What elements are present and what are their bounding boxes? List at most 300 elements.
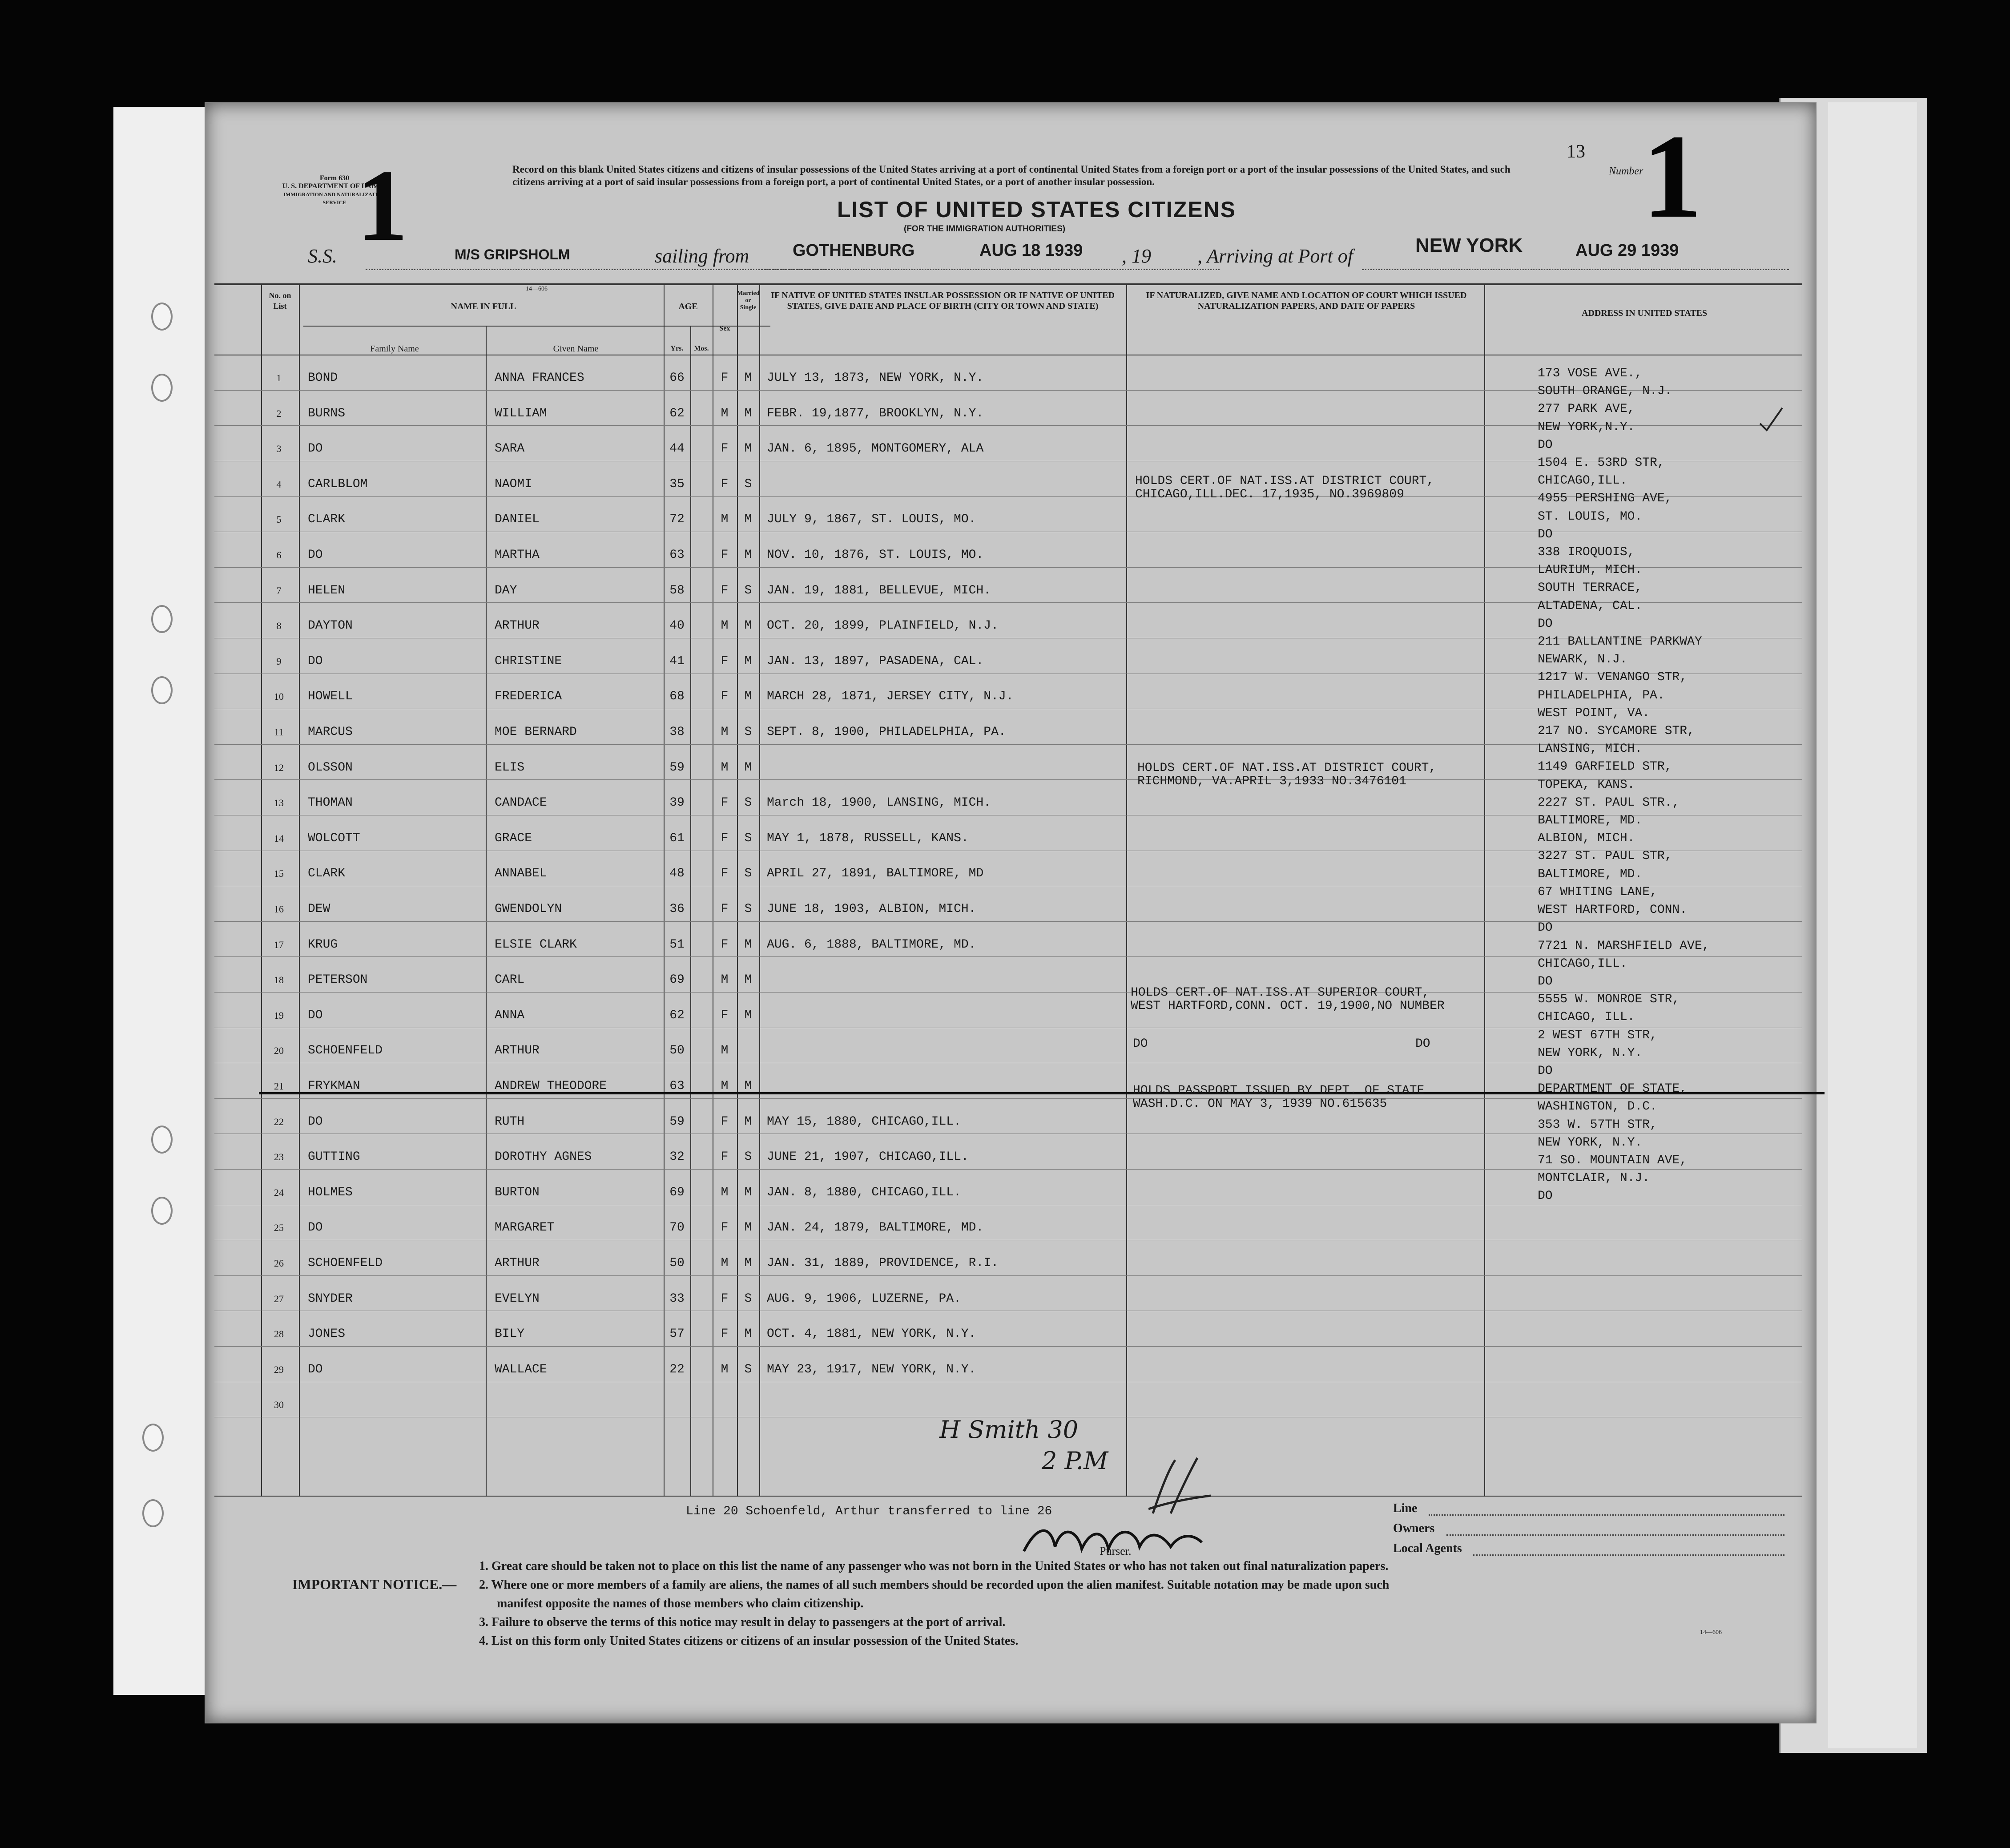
row-sex: F [721,371,729,385]
date-sailed: AUG 18 1939 [979,241,1083,260]
header-mos: Mos. [694,345,709,352]
address-line: 5555 W. MONROE STR, [1538,993,1680,1007]
row-yrs: 63 [669,1079,685,1093]
naturalization-line: HOLDS CERT.OF NAT.ISS.AT DISTRICT COURT, [1135,474,1434,488]
row-sex: F [721,831,729,845]
address-line: ALTADENA, CAL. [1538,599,1643,613]
row-ms: S [744,1362,752,1376]
naturalization-entry [1137,762,1436,788]
port-from: GOTHENBURG [793,241,915,260]
row-yrs: 50 [669,1044,685,1058]
footer-print-code: 14—606 [1700,1629,1722,1636]
row-birth: MAY 23, 1917, NEW YORK, N.Y. [767,1362,976,1376]
row-no: 7 [276,585,282,596]
naturalization-entry [1135,475,1434,501]
handwritten-initials: H Smith 30 [939,1416,1079,1444]
address-line: CHICAGO,ILL. [1538,474,1627,488]
row-family: SNYDER [308,1291,353,1306]
binder-hole [151,374,173,402]
row-yrs: 62 [669,406,685,420]
row-yrs: 38 [669,725,685,739]
row-ms: M [744,619,752,633]
row-ms: M [744,442,752,456]
date-arrived: AUG 29 1939 [1575,241,1679,260]
row-ms: M [744,1327,752,1341]
page-title: LIST OF UNITED STATES CITIZENS [837,197,1237,222]
address-line: SOUTH TERRACE, [1538,581,1643,595]
row-ms: M [744,371,752,385]
row-yrs: 22 [669,1362,685,1376]
row-given: DOROTHY AGNES [495,1150,592,1164]
row-birth: NOV. 10, 1876, ST. LOUIS, MO. [767,548,984,562]
row-given: MOE BERNARD [495,725,577,739]
row-family: DEW [308,902,330,916]
row-yrs: 41 [669,654,685,668]
row-ms: M [744,690,752,704]
row-family: DO [308,548,323,562]
row-family: PETERSON [308,973,368,987]
row-given: GRACE [495,831,532,845]
address-line: NEW YORK, N.Y. [1538,1135,1643,1150]
port-to-rule [1362,269,1789,270]
row-ms: S [744,831,752,845]
address-line: 71 SO. MOUNTAIN AVE, [1538,1153,1688,1167]
row-family: HELEN [308,583,346,597]
print-code: 14—606 [526,286,548,292]
row-sex: F [721,1291,729,1306]
address-line: 2 WEST 67TH STR, [1538,1028,1657,1042]
back-sheet-inner [1828,102,1917,1748]
row-yrs: 58 [669,583,685,597]
row-family: CARLBLOM [308,477,368,491]
row-given: ANNA [495,1008,525,1022]
address-line: LAURIUM, MICH. [1538,563,1643,577]
address-line: DO [1538,1189,1553,1203]
row-ms: S [744,867,752,881]
row-sex: M [721,973,729,987]
row-given: CANDACE [495,796,547,810]
row-yrs: 62 [669,1008,685,1022]
row-rule [214,1275,1802,1276]
row-given: ARTHUR [495,1044,540,1058]
number-label: Number [1609,165,1643,177]
address-line: NEW YORK,N.Y. [1538,420,1635,434]
header-naturalized: IF NATURALIZED, GIVE NAME AND LOCATION OF COURT WHICH ISSUED NATURALIZATION PAPERS, AND DATE OF PAPERS [1146,291,1467,311]
record-instructions: Record on this blank United States citizens and citizens of insular possessions of the United States arriving at a port of continental United States from a foreign port or a port of the insular possessions of the United States, and such citizens arriving at a port of said insular possessions from a foreign port, a port of continental United States, or a port of another insular possession. [512,164,1511,187]
row-no: 8 [276,620,282,632]
col-rule [299,283,300,1496]
row-given: FREDERICA [495,690,562,704]
row-no: 14 [274,832,284,844]
row-birth: March 18, 1900, LANSING, MICH. [767,796,991,810]
row-yrs: 36 [669,902,685,916]
address-line: PHILADELPHIA, PA. [1538,688,1665,702]
row-no: 9 [276,655,282,667]
row-ms: S [744,477,752,491]
naturalization-do: DO [1415,1037,1430,1051]
naturalization-do: DO [1133,1037,1148,1051]
row-sex: F [721,937,729,952]
row-family: SCHOENFELD [308,1044,383,1058]
address-line: NEWARK, N.J. [1538,653,1627,667]
row-sex: M [721,619,729,633]
line-label: Line [1393,1501,1418,1515]
address-line: WEST POINT, VA. [1538,706,1650,720]
row-ms: M [744,512,752,527]
row-sex: F [721,902,729,916]
row-family: DO [308,442,323,456]
row-yrs: 59 [669,1114,685,1129]
col-rule [261,283,262,1496]
row-yrs: 32 [669,1150,685,1164]
row-no: 24 [274,1186,284,1198]
row-family: JONES [308,1327,346,1341]
row-family: BURNS [308,406,346,420]
arriving-label: , Arriving at Port of [1197,245,1353,267]
row-yrs: 48 [669,867,685,881]
row-ms: M [744,1079,752,1093]
check-mark-icon [1758,406,1784,432]
department-name: U. S. DEPARTMENT OF LABOR [282,182,387,190]
row-sex: M [721,512,729,527]
row-birth: JULY 9, 1867, ST. LOUIS, MO. [767,512,976,527]
row-family: MARCUS [308,725,353,739]
row-yrs: 61 [669,831,685,845]
naturalization-line: HOLDS PASSPORT ISSUED BY DEPT. OF STATE [1133,1084,1425,1098]
row-yrs: 57 [669,1327,685,1341]
row-given: DAY [495,583,517,597]
address-line: DO [1538,1064,1553,1078]
address-line: 67 WHITING LANE, [1538,885,1657,899]
notice-title: IMPORTANT NOTICE.— [292,1576,457,1592]
row-given: WALLACE [495,1362,547,1376]
row-no: 23 [274,1151,284,1163]
row-yrs: 66 [669,371,685,385]
sailing-from-label: sailing from [655,245,749,267]
row-given: CHRISTINE [495,654,562,668]
address-line: NEW YORK, N.Y. [1538,1046,1643,1060]
year-label: , 19 [1122,245,1151,267]
binder-hole [142,1424,164,1452]
row-no: 20 [274,1045,284,1057]
address-line: 217 NO. SYCAMORE STR, [1538,724,1695,738]
address-line: 2227 ST. PAUL STR., [1538,795,1680,810]
row-sex: M [721,1044,729,1058]
header-given-name: Given Name [553,344,599,354]
row-ms: S [744,725,752,739]
address-line: 1217 W. VENANGO STR, [1538,670,1688,685]
row-no: 30 [274,1399,284,1411]
address-line: LANSING, MICH. [1538,742,1643,756]
row-no: 28 [274,1328,284,1340]
row-ms: M [744,406,752,420]
page-subtitle: (FOR THE IMMIGRATION AUTHORITIES) [904,224,1066,234]
row-yrs: 40 [669,619,685,633]
naturalization-line: WASH.D.C. ON MAY 3, 1939 NO.615635 [1133,1097,1387,1111]
form-number: Form 630 [319,174,350,182]
row-given: BILY [495,1327,525,1341]
row-given: ELIS [495,760,525,775]
local-agents-rule [1473,1554,1784,1556]
row-ms: M [744,973,752,987]
row-no: 13 [274,797,284,809]
header-age: AGE [678,302,698,311]
row-family: BOND [308,371,338,385]
row-no: 25 [274,1222,284,1234]
row-birth: MAY 15, 1880, CHICAGO,ILL. [767,1114,961,1129]
notice-item: 3. Failure to observe the terms of this notice may result in delay to passengers at the port of arrival. [479,1615,1006,1629]
row-sex: M [721,1079,729,1093]
row-no: 4 [276,478,282,490]
row-no: 26 [274,1258,284,1269]
row-family: KRUG [308,937,338,952]
transfer-note: Line 20 Schoenfeld, Arthur transferred to line 26 [686,1505,1052,1518]
row-ms: M [744,1185,752,1199]
row-given: RUTH [495,1114,525,1129]
row-birth: AUG. 9, 1906, LUZERNE, PA. [767,1291,961,1306]
handwritten-mark [1148,1456,1237,1518]
row-sex: F [721,548,729,562]
address-line: 338 IROQUOIS, [1538,545,1635,560]
col-rule [690,326,691,1496]
address-line: 1504 E. 53RD STR, [1538,456,1665,470]
address-line: ST. LOUIS, MO. [1538,509,1643,524]
port-from-rule [761,269,1220,270]
row-sex: M [721,760,729,775]
owners-label: Owners [1393,1521,1435,1535]
row-ms: S [744,796,752,810]
row-family: DO [308,654,323,668]
address-line: BALTIMORE, MD. [1538,814,1643,828]
row-given: ELSIE CLARK [495,937,577,952]
row-no: 2 [276,408,282,419]
row-sex: F [721,867,729,881]
row-sex: F [721,654,729,668]
table-top-rule [214,283,1802,285]
row-sex: F [721,477,729,491]
address-line: 211 BALLANTINE PARKWAY [1538,635,1702,649]
notice-item: 2. Where one or more members of a family are aliens, the names of all such members should be recorded upon the alien manifest. Suitable notation may be made upon such [479,1578,1390,1592]
row-given: ARTHUR [495,619,540,633]
header-name-in-full: NAME IN FULL [451,302,516,311]
row-family: CLARK [308,512,346,527]
row-family: SCHOENFELD [308,1256,383,1270]
row-birth: JUNE 21, 1907, CHICAGO,ILL. [767,1150,969,1164]
row-family: HOWELL [308,690,353,704]
row-given: ANNA FRANCES [495,371,584,385]
row-ms: M [744,1008,752,1022]
row-family: DO [308,1221,323,1235]
row-given: SARA [495,442,525,456]
row-sex: F [721,583,729,597]
page-number: 13 [1567,141,1585,162]
row-given: BURTON [495,1185,540,1199]
binder-hole [151,605,173,633]
naturalization-line: HOLDS CERT.OF NAT.ISS.AT DISTRICT COURT, [1137,761,1437,775]
row-family: OLSSON [308,760,353,775]
row-sex: M [721,1185,729,1199]
handwritten-time: 2 P.M [1042,1447,1108,1475]
col-rule [759,283,760,1496]
row-yrs: 70 [669,1221,685,1235]
row-yrs: 44 [669,442,685,456]
naturalization-entry [1131,986,1445,1013]
address-line: 7721 N. MARSHFIELD AVE, [1538,939,1710,953]
address-line: WEST HARTFORD, CONN. [1538,903,1688,917]
address-line: DO [1538,438,1553,452]
row-sex: F [721,1008,729,1022]
header-birth: IF NATIVE OF UNITED STATES INSULAR POSSESSION OR IF NATIVE OF UNITED STATES, GIVE DATE AND PLACE OF BIRTH (CITY OR TOWN AND STATE) [771,291,1115,311]
address-line: 173 VOSE AVE., [1538,367,1643,380]
address-line: 353 W. 57TH STR, [1538,1118,1657,1132]
address-line: DO [1538,617,1553,631]
row-family: GUTTING [308,1150,360,1164]
row-family: WOLCOTT [308,831,360,845]
list-number-stamp: 1 [357,149,408,262]
row-family: FRYKMAN [308,1079,360,1093]
row-birth: FEBR. 19,1877, BROOKLYN, N.Y. [767,406,984,420]
header-address: ADDRESS IN UNITED STATES [1581,308,1708,318]
row-birth: JULY 13, 1873, NEW YORK, N.Y. [767,371,984,385]
header-no-on-list: No. on List [269,291,291,311]
col-rule [664,283,665,1496]
purser-label: Purser. [1100,1545,1132,1557]
address-line: ALBION, MICH. [1538,831,1635,846]
row-birth: JUNE 18, 1903, ALBION, MICH. [767,902,976,916]
row-ms: M [744,1221,752,1235]
manifest-page [205,102,1817,1723]
row-given: NAOMI [495,477,532,491]
row-birth: JAN. 13, 1897, PASADENA, CAL. [767,654,984,668]
row-yrs: 63 [669,548,685,562]
address-line: MONTCLAIR, N.J. [1538,1171,1650,1186]
address-line: CHICAGO,ILL. [1538,956,1627,971]
row-sex: M [721,1362,729,1376]
row-given: GWENDOLYN [495,902,562,916]
row-no: 22 [274,1116,284,1127]
left-binding-strip [113,107,216,1695]
row-birth: OCT. 4, 1881, NEW YORK, N.Y. [767,1327,976,1341]
row-given: ARTHUR [495,1256,540,1270]
row-sex: M [721,1256,729,1270]
port-to: NEW YORK [1415,234,1523,256]
row-sex: F [721,1327,729,1341]
row-yrs: 51 [669,937,685,952]
row-no: 29 [274,1364,284,1375]
notice-item: manifest opposite the names of those members who claim citizenship. [497,1597,864,1610]
row-given: ANNABEL [495,867,547,881]
notice-item: 4. List on this form only United States citizens or citizens of an insular possession of the United States. [479,1634,1019,1648]
row-no: 5 [276,514,282,525]
row-family: DO [308,1114,323,1129]
naturalization-line: RICHMOND, VA.APRIL 3,1933 NO.3476101 [1137,775,1406,788]
naturalization-line: WEST HARTFORD,CONN. OCT. 19,1900,NO NUMBER [1131,999,1445,1013]
row-birth: MAY 1, 1878, RUSSELL, KANS. [767,831,969,845]
address-line: 277 PARK AVE, [1538,402,1635,416]
binder-hole [151,1126,173,1154]
row-ms: S [744,902,752,916]
address-line: SOUTH ORANGE, N.J. [1538,384,1672,399]
row-birth: APRIL 27, 1891, BALTIMORE, MD [767,867,984,881]
row-given: CARL [495,973,525,987]
notice-item: 1. Great care should be taken not to place on this list the name of any passenger who was not born in the United States or who has not taken out final naturalization papers. [479,1559,1389,1573]
row-yrs: 50 [669,1256,685,1270]
row-family: THOMAN [308,796,353,810]
row-sex: F [721,442,729,456]
row-yrs: 69 [669,1185,685,1199]
address-line: 4955 PERSHING AVE, [1538,492,1672,506]
row-given: MARGARET [495,1221,555,1235]
col-rule [486,326,487,1496]
owners-rule [1446,1534,1784,1536]
row-family: DO [308,1008,323,1022]
row-ms: M [744,1114,752,1129]
row-birth: JAN. 6, 1895, MONTGOMERY, ALA [767,442,984,456]
binder-hole [151,1197,173,1225]
row-no: 12 [274,762,284,773]
row-no: 10 [274,691,284,702]
row-ms: S [744,583,752,597]
row-given: DANIEL [495,512,540,527]
row-given: EVELYN [495,1291,540,1306]
table-bottom-rule [214,1496,1802,1497]
row-yrs: 35 [669,477,685,491]
row-ms: S [744,1291,752,1306]
header-sex: Sex [719,325,730,332]
row-no: 6 [276,549,282,561]
address-line: DO [1538,974,1553,989]
row-sex: F [721,1150,729,1164]
row-family: HOLMES [308,1185,353,1199]
row-sex: F [721,796,729,810]
row-no: 3 [276,443,282,455]
row-yrs: 59 [669,760,685,775]
row-ms: M [744,1256,752,1270]
binder-hole [151,303,173,331]
row-no: 15 [274,868,284,880]
row-no: 17 [274,939,284,950]
service-name: IMMIGRATION AND NATURALIZATION SERVICE [283,191,386,206]
header-family-name: Family Name [370,344,419,354]
address-line: CHICAGO, ILL. [1538,1010,1635,1025]
address-line: WASHINGTON, D.C. [1538,1100,1657,1114]
ss-label: S.S. [308,245,337,267]
row-family: CLARK [308,867,346,881]
row-birth: JAN. 8, 1880, CHICAGO,ILL. [767,1185,961,1199]
col-rule [1484,283,1485,1496]
binder-hole [151,676,173,704]
naturalization-line: CHICAGO,ILL.DEC. 17,1935, NO.3969809 [1135,488,1404,501]
address-line: TOPEKA, KANS. [1538,778,1635,792]
address-line: DO [1538,921,1553,935]
address-line: BALTIMORE, MD. [1538,867,1643,881]
row-no: 21 [274,1081,284,1092]
row-yrs: 68 [669,690,685,704]
row-sex: F [721,690,729,704]
row-birth: JAN. 31, 1889, PROVIDENCE, R.I. [767,1256,999,1270]
row-family: DO [308,1362,323,1376]
row-sex: M [721,406,729,420]
header-yrs: Yrs. [670,345,684,352]
ship-name: M/S GRIPSHOLM [455,246,570,262]
address-line: DO [1538,527,1553,541]
address-line: 1149 GARFIELD STR, [1538,760,1672,774]
row-ms: M [744,937,752,952]
line-rule [1429,1514,1784,1516]
row-ms: S [744,1150,752,1164]
row-yrs: 72 [669,512,685,527]
address-line: 3227 ST. PAUL STR, [1538,849,1672,863]
